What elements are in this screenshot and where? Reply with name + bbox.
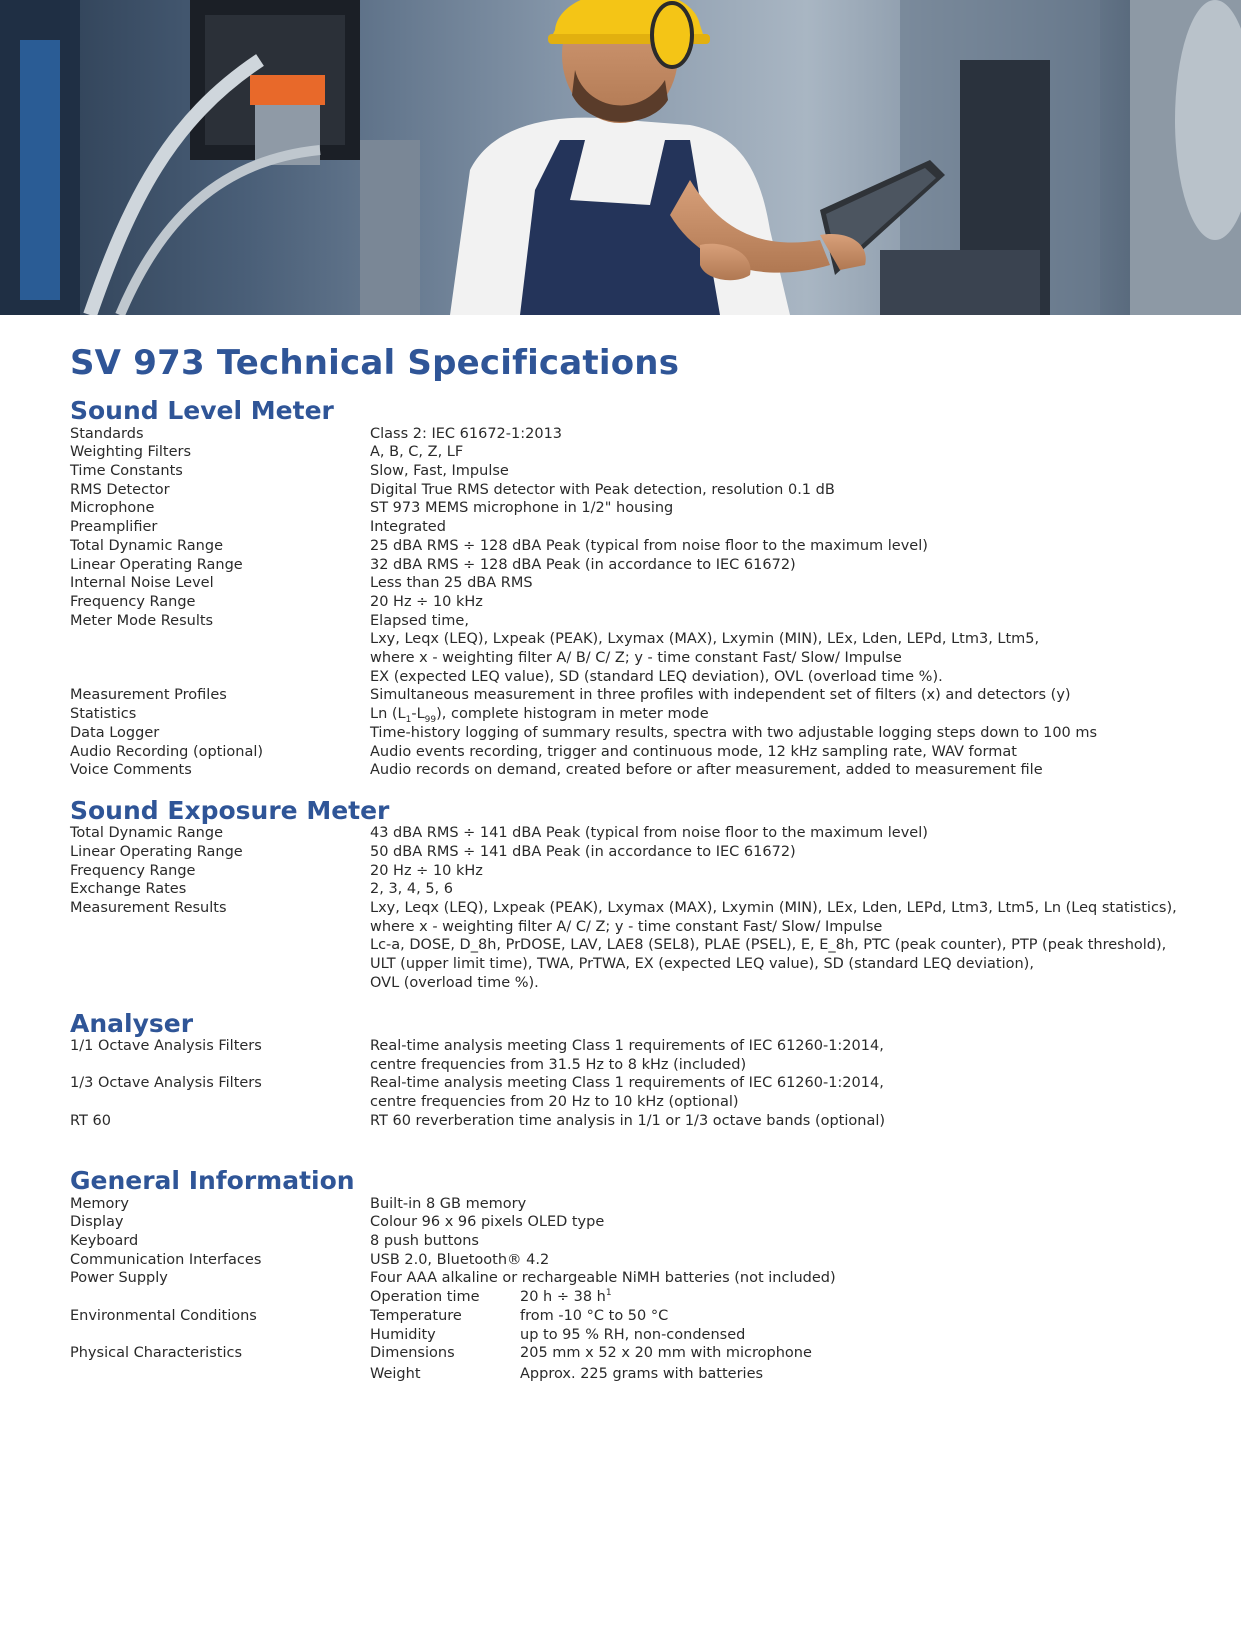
spec-value: 50 dBA RMS ÷ 141 dBA Peak (in accordance to IEC 61672) — [370, 843, 796, 860]
spec-label: Communication Interfaces — [70, 1251, 262, 1268]
spec-row-exchange-rates — [70, 880, 1200, 899]
page-title: SV 973 Technical Specifications — [70, 343, 680, 383]
spec-label: Total Dynamic Range — [70, 825, 223, 842]
spec-label: Physical Characteristics — [70, 1345, 243, 1362]
spec-value: 2, 3, 4, 5, 6 — [370, 881, 453, 898]
spec-label: Frequency Range — [70, 862, 196, 879]
industrial-worker-illustration — [0, 0, 1241, 315]
spec-value: Digital True RMS detector with Peak detection, resolution 0.1 dB — [370, 481, 835, 498]
spec-label: Linear Operating Range — [70, 843, 243, 860]
spec-label: Display — [70, 1214, 124, 1231]
spec-label: Linear Operating Range — [70, 556, 243, 573]
spec-label: Data Logger — [70, 724, 160, 741]
spec-value: 20 Hz ÷ 10 kHz — [370, 593, 483, 610]
spec-row-preamplifier — [70, 518, 1200, 537]
spec-value: Class 2: IEC 61672-1:2013 — [370, 425, 563, 442]
spec-value: ULT (upper limit time), TWA, PrTWA, EX (expected LEQ value), SD (standard LEQ deviation), — [370, 956, 1034, 973]
spec-row-standards — [70, 425, 1200, 444]
spec-row-weighting-filters — [70, 443, 1200, 462]
spec-value: Lxy, Leqx (LEQ), Lxpeak (PEAK), Lxymax (MAX), Lxymin (MIN), LEx, Lden, LEPd, Ltm3, Ltm5, Ln (Leq statistics), — [370, 900, 1177, 917]
spec-label: Voice Comments — [70, 762, 192, 779]
section-title: Sound Level Meter — [70, 396, 334, 426]
spec-value: Simultaneous measurement in three profiles with independent set of filters (x) and detectors (y) — [370, 687, 1071, 704]
spec-row-linear-operating-range — [70, 843, 1200, 862]
spec-value: centre frequencies from 20 Hz to 10 kHz (optional) — [370, 1093, 739, 1110]
spec-label: Measurement Results — [70, 900, 227, 917]
spec-row-frequency-range — [70, 593, 1200, 612]
spec-subkey: Temperature — [370, 1307, 462, 1324]
spec-label: Audio Recording (optional) — [70, 743, 264, 760]
spec-value: 43 dBA RMS ÷ 141 dBA Peak (typical from noise floor to the maximum level) — [370, 825, 928, 842]
spec-value: Audio events recording, trigger and continuous mode, 12 kHz sampling rate, WAV format — [370, 743, 1017, 760]
spec-row-environmental-conditions — [70, 1307, 1200, 1344]
spec-subkey: Operation time — [370, 1289, 480, 1306]
spec-value: where x - weighting filter A/ C/ Z; y - time constant Fast/ Slow/ Impulse — [370, 918, 883, 935]
spec-row-memory — [70, 1195, 1200, 1214]
spec-label: Internal Noise Level — [70, 575, 214, 592]
section-title: Analyser — [70, 1008, 194, 1038]
spec-label: Environmental Conditions — [70, 1307, 257, 1324]
spec-row-statistics — [70, 705, 1200, 724]
section-general-information — [70, 1168, 1200, 1383]
spec-label: Measurement Profiles — [70, 687, 227, 704]
spec-value: where x - weighting filter A/ B/ C/ Z; y - time constant Fast/ Slow/ Impulse — [370, 650, 902, 667]
spec-value: Real-time analysis meeting Class 1 requirements of IEC 61260-1:2014, — [370, 1075, 884, 1092]
spec-row-power-supply — [70, 1269, 1200, 1306]
spec-value: Lc-a, DOSE, D_8h, PrDOSE, LAV, LAE8 (SEL8), PLAE (PSEL), E, E_8h, PTC (peak counter), PTP (peak threshold), — [370, 937, 1167, 954]
spec-value: Slow, Fast, Impulse — [370, 463, 509, 480]
spec-label: Preamplifier — [70, 519, 158, 536]
spec-row-voice-comments — [70, 761, 1200, 780]
spec-label: Statistics — [70, 706, 137, 723]
spec-value: RT 60 reverberation time analysis in 1/1 or 1/3 octave bands (optional) — [370, 1112, 886, 1129]
spec-label: Memory — [70, 1195, 129, 1212]
spec-row-time-constants — [70, 462, 1200, 481]
spec-row-microphone — [70, 499, 1200, 518]
spec-value: Integrated — [370, 519, 446, 536]
spec-value: 8 push buttons — [370, 1233, 479, 1249]
spec-row-octave-1-1 — [70, 1037, 1200, 1074]
spec-value: Real-time analysis meeting Class 1 requirements of IEC 61260-1:2014, — [370, 1037, 884, 1054]
spec-value: USB 2.0, Bluetooth® 4.2 — [370, 1251, 550, 1268]
spec-value: Elapsed time, — [370, 612, 469, 629]
spec-value: 25 dBA RMS ÷ 128 dBA Peak (typical from noise floor to the maximum level) — [370, 537, 928, 554]
spec-label: Time Constants — [70, 463, 183, 480]
spec-subrow-operation-time — [370, 1288, 1200, 1307]
section-analyser — [70, 1008, 1200, 1131]
spec-row-communication-interfaces — [70, 1251, 1200, 1270]
spec-row-rt60 — [70, 1112, 1200, 1131]
spec-subkey: Weight — [370, 1365, 421, 1382]
spec-label: 1/3 Octave Analysis Filters — [70, 1075, 262, 1092]
spec-row-total-dynamic-range — [70, 824, 1200, 843]
spec-row-internal-noise-level — [70, 574, 1200, 593]
spec-row-keyboard — [70, 1232, 1200, 1251]
spec-row-measurement-profiles — [70, 686, 1200, 705]
spec-value: Audio records on demand, created before or after measurement, added to measurement file — [370, 762, 1043, 779]
spec-value: Four AAA alkaline or rechargeable NiMH batteries (not included) — [370, 1270, 836, 1287]
section-sound-exposure-meter — [70, 798, 1200, 993]
spec-value: Colour 96 x 96 pixels OLED type — [370, 1214, 605, 1231]
spec-subvalue: up to 95 % RH, non-condensed — [520, 1326, 746, 1343]
spec-subvalue: 205 mm x 52 x 20 mm with microphone — [520, 1345, 812, 1362]
spec-row-meter-mode-results — [70, 612, 1200, 687]
spec-label: RT 60 — [70, 1112, 111, 1129]
spec-label: RMS Detector — [70, 481, 170, 498]
spec-subvalue: 20 h ÷ 38 $h^1$ — [520, 1288, 612, 1306]
spec-value: Lxy, Leqx (LEQ), Lxpeak (PEAK), Lxymax (MAX), Lxymin (MIN), LEx, Lden, LEPd, Ltm3, Ltm5, — [370, 631, 1040, 648]
spec-subrow-dimensions — [370, 1344, 1200, 1363]
spec-row-linear-operating-range — [70, 556, 1200, 575]
spec-value: Ln $(L_1-L_{99})$, complete histogram in meter mode — [370, 706, 709, 726]
spec-row-octave-1-3 — [70, 1074, 1200, 1111]
spec-row-frequency-range — [70, 862, 1200, 881]
spec-subkey: Dimensions — [370, 1345, 455, 1362]
spec-value: Time-history logging of summary results, spectra with two adjustable logging steps down to 100 ms — [370, 724, 1098, 741]
spec-label: Keyboard — [70, 1233, 139, 1249]
spec-value: 32 dBA RMS ÷ 128 dBA Peak (in accordance to IEC 61672) — [370, 556, 796, 573]
spec-row-rms-detector — [70, 481, 1200, 500]
spec-value: EX (expected LEQ value), SD (standard LEQ deviation), OVL (overload time %). — [370, 668, 943, 685]
spec-sheet — [70, 345, 1200, 1402]
spec-row-display — [70, 1213, 1200, 1232]
spec-label: Weighting Filters — [70, 444, 192, 461]
section-title: Sound Exposure Meter — [70, 796, 390, 825]
spec-row-audio-recording — [70, 743, 1200, 762]
spec-label: Exchange Rates — [70, 881, 187, 898]
spec-value: 20 Hz ÷ 10 kHz — [370, 862, 483, 879]
spec-row-data-logger — [70, 724, 1200, 743]
header-photo — [0, 0, 1241, 315]
spec-row-measurement-results — [70, 899, 1200, 993]
spec-subrow-temperature — [370, 1307, 1200, 1326]
section-title: General Information — [70, 1166, 355, 1196]
spec-subvalue: from -10 °C to 50 °C — [520, 1307, 669, 1324]
spec-label: Microphone — [70, 500, 155, 517]
spec-subvalue: Approx. 225 grams with batteries — [520, 1365, 764, 1382]
spec-label: Meter Mode Results — [70, 612, 214, 629]
section-sound-level-meter — [70, 398, 1200, 780]
spec-value: A, B, C, Z, LF — [370, 444, 464, 461]
spec-value: Built-in 8 GB memory — [370, 1195, 527, 1212]
spec-subrow-humidity — [370, 1326, 1200, 1345]
spec-label: Total Dynamic Range — [70, 537, 223, 554]
spec-label: Power Supply — [70, 1270, 168, 1287]
spec-row-physical-characteristics — [70, 1344, 1200, 1383]
spec-value: ST 973 MEMS microphone in 1/2" housing — [370, 500, 674, 517]
spec-label: 1/1 Octave Analysis Filters — [70, 1037, 262, 1054]
spec-value: OVL (overload time %). — [370, 974, 539, 991]
spec-subkey: Humidity — [370, 1326, 436, 1343]
spec-value: centre frequencies from 31.5 Hz to 8 kHz (included) — [370, 1056, 747, 1073]
spec-label: Frequency Range — [70, 593, 196, 610]
spec-label: Standards — [70, 425, 144, 442]
spec-subrow-weight — [370, 1365, 1200, 1384]
spec-row-total-dynamic-range — [70, 537, 1200, 556]
spec-value: Less than 25 dBA RMS — [370, 575, 533, 592]
